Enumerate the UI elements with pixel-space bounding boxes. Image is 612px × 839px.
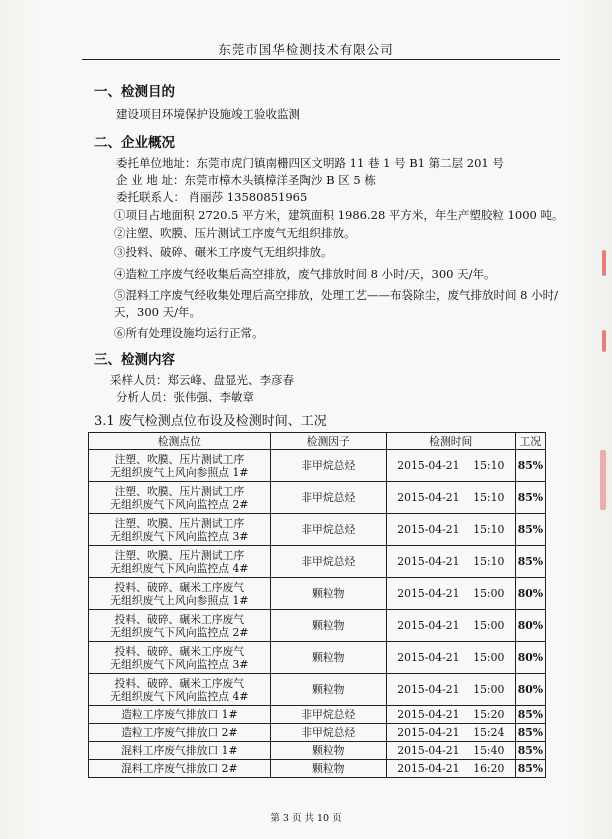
cell-factor: 颗粒物 <box>270 674 386 706</box>
cell-factor: 颗粒物 <box>270 578 386 610</box>
cell-point <box>89 642 271 674</box>
point-line-1: 造粒工序废气排放口 1# <box>121 708 238 721</box>
cell-load: 85% <box>515 482 545 514</box>
cell-point <box>89 514 271 546</box>
point-line-2: 无组织废气下风向监控点 3# <box>110 529 249 543</box>
cell-factor: 颗粒物 <box>270 642 386 674</box>
overview-item: ①项目占地面积 2720.5 平方米，建筑面积 1986.28 平方米，年生产塑胶粒 1000 吨。 <box>114 208 564 222</box>
point-line-2: 无组织废气下风向监控点 4# <box>110 689 249 703</box>
table-row <box>89 450 546 482</box>
edge-mark <box>602 330 606 352</box>
edge-stamp <box>600 450 606 510</box>
section-1-title: 一、检测目的 <box>94 84 175 100</box>
overview-item: ⑤混料工序废气经收集处理后高空排放，处理工艺——布袋除尘，废气排放时间 8 小时/天，300 天/年。 <box>114 288 558 319</box>
section-2-title: 二、企业概况 <box>94 135 175 151</box>
section-3-title: 三、检测内容 <box>94 352 175 368</box>
table-row <box>89 610 546 642</box>
overview-item: ②注塑、吹膜、压片测试工序废气无组织排放。 <box>114 226 356 240</box>
cell-time: 2015-04-21 15:20 <box>386 706 515 724</box>
cell-time: 2015-04-21 15:00 <box>386 610 515 642</box>
cell-point <box>89 760 271 778</box>
point-line-2: 无组织废气下风向监控点 4# <box>110 561 249 575</box>
point-line-2: 无组织废气下风向监控点 3# <box>110 657 249 671</box>
cell-point <box>89 610 271 642</box>
samplers: 采样人员：郑云峰、盘显光、李彦春 <box>110 373 294 387</box>
table-row <box>89 546 546 578</box>
company-header: 东莞市国华检测技术有限公司 <box>218 42 394 57</box>
page-number: 第 3 页 共 10 页 <box>270 813 342 824</box>
cell-load: 85% <box>515 450 545 482</box>
monitoring-table <box>88 432 546 778</box>
cell-point <box>89 674 271 706</box>
cell-factor: 非甲烷总烃 <box>270 706 386 724</box>
table-row <box>89 674 546 706</box>
cell-factor: 颗粒物 <box>270 610 386 642</box>
point-line-1: 投料、破碎、碾米工序废气 <box>114 676 245 690</box>
cell-time: 2015-04-21 15:00 <box>386 674 515 706</box>
cell-time: 2015-04-21 15:24 <box>386 724 515 742</box>
header-load: 工况 <box>515 433 545 450</box>
cell-load: 85% <box>515 760 545 778</box>
point-line-2: 无组织废气下风向监控点 2# <box>110 625 249 639</box>
point-line-1: 注塑、吹膜、压片测试工序 <box>114 516 245 530</box>
header-point: 检测点位 <box>89 433 271 450</box>
point-line-1: 造粒工序废气排放口 2# <box>121 726 238 739</box>
cell-point <box>89 724 271 742</box>
table-row <box>89 760 546 778</box>
cell-factor: 非甲烷总烃 <box>270 514 386 546</box>
point-line-1: 混料工序废气排放口 2# <box>121 762 238 775</box>
cell-load: 85% <box>515 514 545 546</box>
cell-point <box>89 742 271 760</box>
cell-load: 80% <box>515 578 545 610</box>
header-divider <box>82 59 560 60</box>
cell-load: 80% <box>515 642 545 674</box>
overview-item: ③投料、破碎、碾米工序废气无组织排放。 <box>114 245 333 259</box>
table-row <box>89 514 546 546</box>
cell-load: 80% <box>515 674 545 706</box>
cell-load: 85% <box>515 546 545 578</box>
cell-point <box>89 450 271 482</box>
point-line-2: 无组织废气上风向参照点 1# <box>110 465 249 479</box>
section-1-text: 建设项目环境保护设施竣工验收监测 <box>116 107 300 121</box>
cell-point <box>89 578 271 610</box>
cell-factor: 非甲烷总烃 <box>270 482 386 514</box>
table-row <box>89 724 546 742</box>
table-row <box>89 578 546 610</box>
cell-time: 2015-04-21 15:10 <box>386 514 515 546</box>
cell-load: 85% <box>515 724 545 742</box>
cell-factor: 颗粒物 <box>270 760 386 778</box>
client-address: 委托单位地址：东莞市虎门镇南栅四区文明路 11 巷 1 号 B1 第二层 201 号 <box>116 156 504 170</box>
table-row <box>89 742 546 760</box>
cell-time: 2015-04-21 15:10 <box>386 450 515 482</box>
cell-factor: 非甲烷总烃 <box>270 724 386 742</box>
analysts: 分析人员：张伟强、李敏章 <box>116 390 254 404</box>
cell-time: 2015-04-21 15:10 <box>386 546 515 578</box>
cell-point <box>89 706 271 724</box>
header-time: 检测时间 <box>386 433 515 450</box>
enterprise-address: 企 业 地 址：东莞市樟木头镇樟洋圣陶沙 B 区 5 栋 <box>116 173 376 187</box>
header-factor: 检测因子 <box>270 433 386 450</box>
point-line-1: 注塑、吹膜、压片测试工序 <box>114 452 245 466</box>
cell-factor: 非甲烷总烃 <box>270 546 386 578</box>
edge-mark <box>602 250 606 276</box>
cell-factor: 颗粒物 <box>270 742 386 760</box>
cell-time: 2015-04-21 16:20 <box>386 760 515 778</box>
point-line-2: 无组织废气下风向监控点 2# <box>110 497 249 511</box>
contact-person: 委托联系人： 肖丽莎 13580851965 <box>116 190 308 204</box>
point-line-1: 投料、破碎、碾米工序废气 <box>114 612 245 626</box>
subsection-title: 3.1 废气检测点位布设及检测时间、工况 <box>94 414 327 429</box>
table-row <box>89 482 546 514</box>
point-line-1: 注塑、吹膜、压片测试工序 <box>114 548 245 562</box>
cell-time: 2015-04-21 15:40 <box>386 742 515 760</box>
cell-load: 85% <box>515 706 545 724</box>
overview-item: ④造粒工序废气经收集后高空排放，废气排放时间 8 小时/天，300 天/年。 <box>114 267 496 281</box>
cell-point <box>89 482 271 514</box>
cell-point <box>89 546 271 578</box>
point-line-2: 无组织废气上风向参照点 1# <box>110 593 249 607</box>
overview-item: ⑥所有处理设施均运行正常。 <box>114 326 264 340</box>
cell-time: 2015-04-21 15:00 <box>386 642 515 674</box>
cell-time: 2015-04-21 15:10 <box>386 482 515 514</box>
table-row <box>89 642 546 674</box>
point-line-1: 投料、破碎、碾米工序废气 <box>114 644 245 658</box>
point-line-1: 投料、破碎、碾米工序废气 <box>114 580 245 594</box>
cell-time: 2015-04-21 15:00 <box>386 578 515 610</box>
cell-factor: 非甲烷总烃 <box>270 450 386 482</box>
table-row <box>89 706 546 724</box>
cell-load: 85% <box>515 742 545 760</box>
point-line-1: 混料工序废气排放口 1# <box>121 744 238 757</box>
table-header-row <box>89 433 546 450</box>
point-line-1: 注塑、吹膜、压片测试工序 <box>114 484 245 498</box>
cell-load: 80% <box>515 610 545 642</box>
